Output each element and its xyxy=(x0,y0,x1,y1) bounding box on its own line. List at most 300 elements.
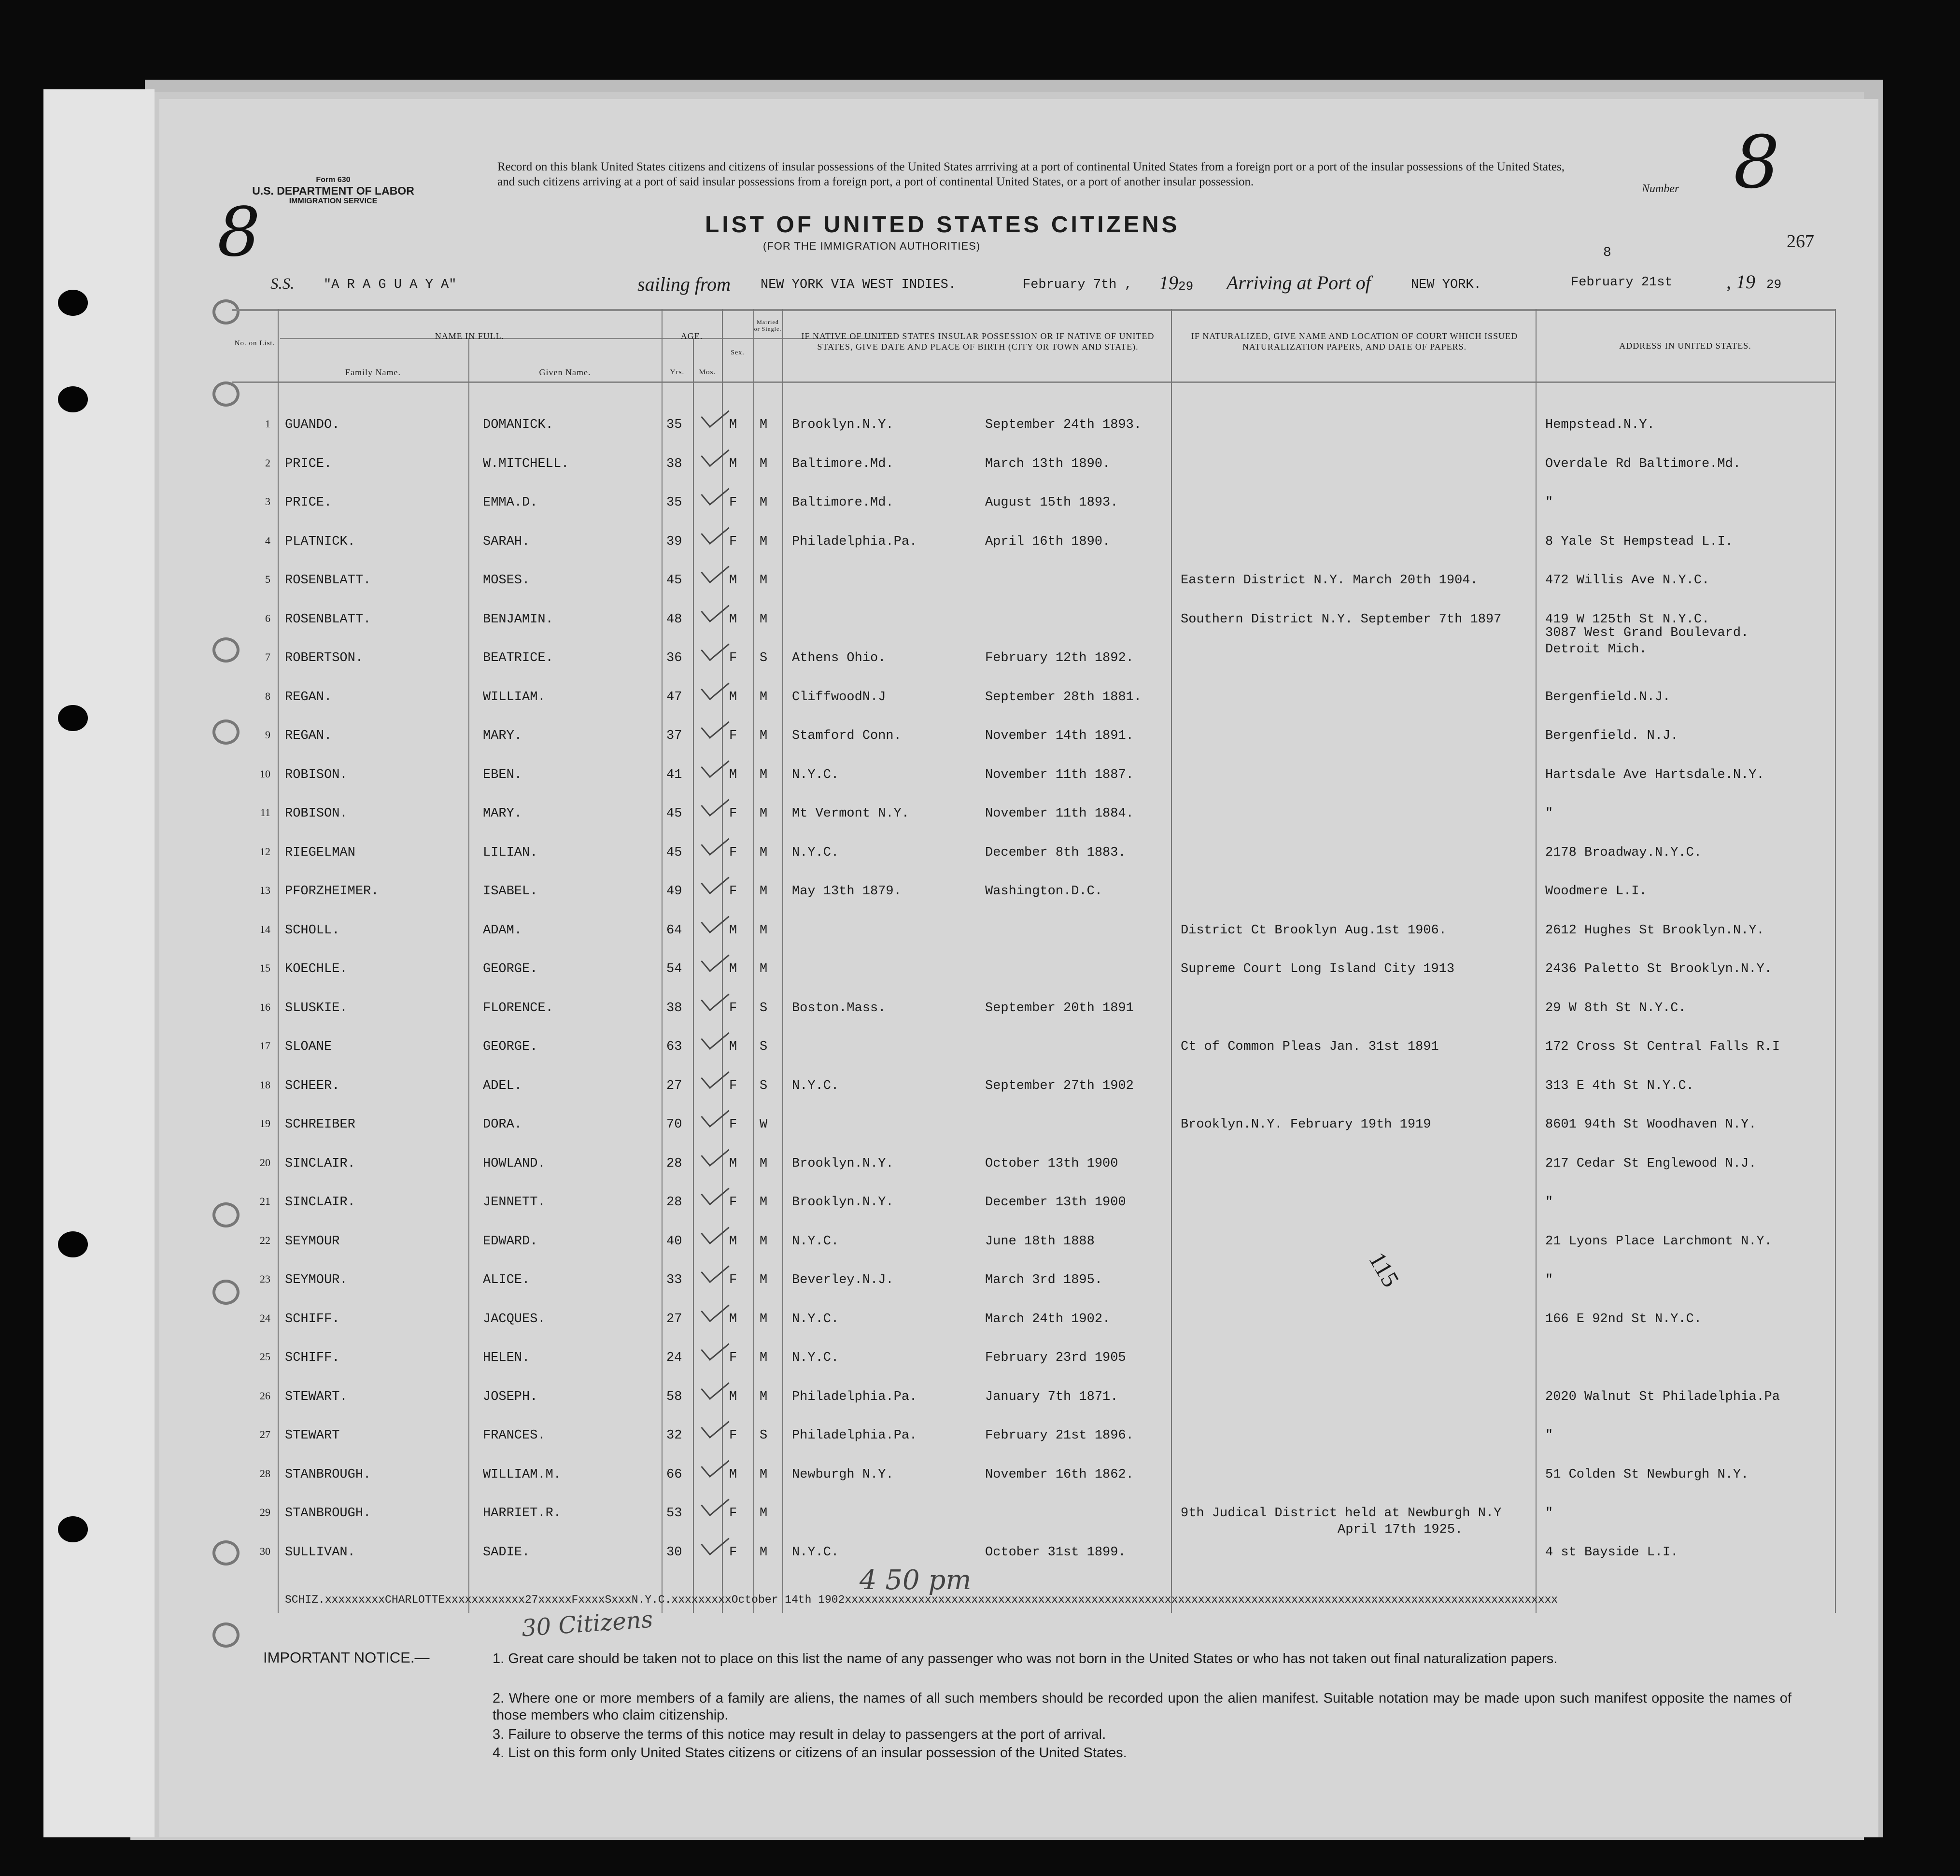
cell-addr: Detroit Mich. xyxy=(1545,642,1647,657)
cell-given: ISABEL. xyxy=(483,884,538,899)
table-row xyxy=(232,1157,1835,1195)
cell-ms: S xyxy=(760,1078,768,1093)
table-row xyxy=(232,806,1835,845)
cell-ms: W xyxy=(760,1117,768,1132)
cell-sex: F xyxy=(729,806,737,821)
cell-addr: 2436 Paletto St Brooklyn.N.Y. xyxy=(1545,962,1772,976)
cell-place: Mt Vermont N.Y. xyxy=(792,806,910,821)
cell-given: MARY. xyxy=(483,806,522,821)
cell-place: N.Y.C. xyxy=(792,1078,839,1093)
cell-place: Brooklyn.N.Y. xyxy=(792,1195,894,1210)
cell-family: SEYMOUR xyxy=(285,1234,340,1249)
table-row xyxy=(232,1234,1835,1273)
cell-nat-line2: April 17th 1925. xyxy=(1338,1523,1463,1537)
binding-hole xyxy=(58,386,88,412)
cell-no: 7 xyxy=(265,651,270,663)
col-header-mos: Mos. xyxy=(699,368,716,376)
cell-no: 20 xyxy=(260,1156,270,1169)
table-row xyxy=(232,1428,1835,1467)
cell-date: November 11th 1887. xyxy=(985,767,1134,782)
cell-given: GEORGE. xyxy=(483,962,538,976)
cell-age: 48 xyxy=(666,612,682,627)
cell-no: 21 xyxy=(260,1195,270,1207)
cell-age: 45 xyxy=(666,845,682,860)
cell-addr: " xyxy=(1545,1506,1553,1521)
cell-place: N.Y.C. xyxy=(792,845,839,860)
page-title: LIST OF UNITED STATES CITIZENS xyxy=(705,212,1180,238)
cell-sex: F xyxy=(729,1195,737,1210)
cell-no: 27 xyxy=(260,1428,270,1440)
table-row xyxy=(232,884,1835,923)
cell-addr: " xyxy=(1545,495,1553,510)
cell-place: N.Y.C. xyxy=(792,767,839,782)
cell-date: March 3rd 1895. xyxy=(985,1273,1103,1287)
cell-no: 14 xyxy=(260,923,270,935)
cell-family: PLATNICK. xyxy=(285,534,355,549)
cell-no: 19 xyxy=(260,1117,270,1129)
cell-ms: M xyxy=(760,456,768,471)
cell-place: N.Y.C. xyxy=(792,1234,839,1249)
notice-item: 2. Where one or more members of a family are aliens, the names of all such members should be recorded upon the alien manifest. Suitable notation may be made upon such manifest opposite the names of those members who claim citizenship. xyxy=(493,1691,1791,1723)
cell-no: 10 xyxy=(260,767,270,780)
col-header-married: Married or Single. xyxy=(754,319,782,332)
cell-ms: S xyxy=(760,1428,768,1443)
record-instruction: Record on this blank United States citizens and citizens of insular possessions of the United States arrriving at a port of continental United States from a foreign port or a port of the insular possessions of the United States, and such citizens arriving at a port of said insular possessions from a foreign port, a port of continental United States, or a port of another insular possession. xyxy=(497,160,1565,188)
cell-family: SCHEER. xyxy=(285,1078,340,1093)
cell-age: 41 xyxy=(666,767,682,782)
col-header-name: NAME IN FULL. xyxy=(435,331,505,341)
cell-age: 35 xyxy=(666,418,682,432)
cell-place: N.Y.C. xyxy=(792,1312,839,1326)
cell-place: CliffwoodN.J xyxy=(792,690,886,705)
cell-sex: M xyxy=(729,418,737,432)
table-row xyxy=(232,418,1835,456)
cell-place: Boston.Mass. xyxy=(792,1001,886,1016)
cell-sex: F xyxy=(729,651,737,665)
cell-addr: Hempstead.N.Y. xyxy=(1545,418,1655,432)
table-row xyxy=(232,846,1835,884)
cell-date: March 24th 1902. xyxy=(985,1312,1111,1326)
stamp-115: 115 xyxy=(1364,1247,1405,1292)
notice-item: 3. Failure to observe the terms of this notice may result in delay to passengers at the port of arrival. xyxy=(493,1727,1106,1742)
cell-place: Stamford Conn. xyxy=(792,729,902,743)
cell-sex: F xyxy=(729,1117,737,1132)
cell-given: JOSEPH. xyxy=(483,1389,538,1404)
cell-ms: M xyxy=(760,1312,768,1326)
cell-place: Baltimore.Md. xyxy=(792,456,894,471)
cell-addr: 4 st Bayside L.I. xyxy=(1545,1545,1678,1560)
cell-given: FRANCES. xyxy=(483,1428,546,1443)
cell-no: 6 xyxy=(265,612,270,624)
cell-age: 35 xyxy=(666,495,682,510)
cell-family: SEYMOUR. xyxy=(285,1273,348,1287)
binding-margin xyxy=(43,89,155,1837)
cell-addr: 2612 Hughes St Brooklyn.N.Y. xyxy=(1545,923,1764,938)
passenger-table xyxy=(232,309,1835,1613)
cell-ms: M xyxy=(760,962,768,976)
form-number: Form 630 xyxy=(316,176,351,184)
cell-given: FLORENCE. xyxy=(483,1001,553,1016)
cell-no: 24 xyxy=(260,1312,270,1324)
cell-no: 17 xyxy=(260,1040,270,1052)
cell-no: 28 xyxy=(260,1467,270,1480)
cell-age: 39 xyxy=(666,534,682,549)
table-row xyxy=(232,768,1835,806)
cell-date: March 13th 1890. xyxy=(985,456,1111,471)
cell-family: ROSENBLATT. xyxy=(285,573,371,588)
cell-nat: 9th Judical District held at Newburgh N.Y xyxy=(1181,1506,1502,1521)
cell-given: DORA. xyxy=(483,1117,522,1132)
cell-given: WILLIAM. xyxy=(483,690,546,705)
cell-sex: F xyxy=(729,1273,737,1287)
cell-sex: M xyxy=(729,573,737,588)
arriving-label: Arriving at Port of xyxy=(1227,272,1371,294)
cell-ms: M xyxy=(760,612,768,627)
cell-ms: S xyxy=(760,1040,768,1054)
cell-nat: Southern District N.Y. September 7th 1897 xyxy=(1181,612,1502,627)
cell-date: October 31st 1899. xyxy=(985,1545,1126,1560)
cell-addr: 8601 94th St Woodhaven N.Y. xyxy=(1545,1117,1757,1132)
cell-age: 53 xyxy=(666,1506,682,1521)
cell-date: September 24th 1893. xyxy=(985,418,1142,432)
cell-family: KOECHLE. xyxy=(285,962,348,976)
cell-age: 33 xyxy=(666,1273,682,1287)
cell-age: 38 xyxy=(666,1001,682,1016)
cell-family: PFORZHEIMER. xyxy=(285,884,379,899)
cell-age: 58 xyxy=(666,1389,682,1404)
cell-no: 2 xyxy=(265,456,270,469)
table-row xyxy=(232,1390,1835,1428)
cell-addr: 29 W 8th St N.Y.C. xyxy=(1545,1001,1686,1016)
cell-age: 49 xyxy=(666,884,682,899)
notice-item: 1. Great care should be taken not to place on this list the name of any passenger who was not born in the United States or who has not taken out final naturalization papers. xyxy=(493,1651,1558,1666)
cell-ms: M xyxy=(760,1273,768,1287)
table-row xyxy=(232,962,1835,1001)
sailing-date: February 7th , xyxy=(1023,278,1132,292)
table-row xyxy=(232,457,1835,495)
cell-date: February 23rd 1905 xyxy=(985,1351,1126,1365)
cell-sex: F xyxy=(729,1078,737,1093)
table-row xyxy=(232,1195,1835,1234)
cell-sex: M xyxy=(729,923,737,938)
cell-addr: 166 E 92nd St N.Y.C. xyxy=(1545,1312,1702,1326)
cell-nat: Supreme Court Long Island City 1913 xyxy=(1181,962,1455,976)
cell-ms: M xyxy=(760,923,768,938)
table-row xyxy=(232,729,1835,767)
cell-family: RIEGELMAN xyxy=(285,845,355,860)
cell-addr: 472 Willis Ave N.Y.C. xyxy=(1545,573,1710,588)
cell-given: JACQUES. xyxy=(483,1312,546,1326)
cell-given: MOSES. xyxy=(483,573,530,588)
handwritten-time-note: 4 50 pm xyxy=(860,1565,972,1596)
table-row xyxy=(232,1040,1835,1078)
cell-place: Newburgh N.Y. xyxy=(792,1467,894,1482)
cell-sex: M xyxy=(729,1467,737,1482)
cell-nat: Ct of Common Pleas Jan. 31st 1891 xyxy=(1181,1040,1439,1054)
cell-given: HOWLAND. xyxy=(483,1156,546,1171)
cell-sex: F xyxy=(729,1351,737,1365)
cell-place: May 13th 1879. xyxy=(792,884,902,899)
cell-ms: M xyxy=(760,1389,768,1404)
cell-age: 28 xyxy=(666,1195,682,1210)
cell-family: SINCLAIR. xyxy=(285,1156,355,1171)
struck-out-row: SCHIZ.xxxxxxxxxCHARLOTTExxxxxxxxxxxx27xxxxxFxxxxSxxxN.Y.C.xxxxxxxxxOctober 14th 1902xxxxxxxxxxxxxxxxxxxxxxxxxxxxxxxxxxxxxxxxxxxxxxxxxxxxxxxxxxxxxxxxxxxxxxxxxxxxxxxxxxxxxxxxxxxxxxxxxxxxxxxxxxx xyxy=(285,1594,1558,1606)
left-handwritten-number: 8 xyxy=(217,193,261,272)
cell-family: SULLIVAN. xyxy=(285,1545,355,1560)
cell-no: 1 xyxy=(265,418,270,430)
cell-place: Brooklyn.N.Y. xyxy=(792,1156,894,1171)
cell-place: N.Y.C. xyxy=(792,1545,839,1560)
cell-no: 29 xyxy=(260,1506,270,1518)
cell-date: February 21st 1896. xyxy=(985,1428,1134,1443)
cell-family: SLUSKIE. xyxy=(285,1001,348,1016)
cell-family: PRICE. xyxy=(285,456,332,471)
sailing-year-prefix: 19 xyxy=(1159,272,1178,294)
binding-hole xyxy=(58,290,88,316)
cell-age: 38 xyxy=(666,456,682,471)
cell-family: ROSENBLATT. xyxy=(285,612,371,627)
cell-date: November 16th 1862. xyxy=(985,1467,1134,1482)
cell-given: BEATRICE. xyxy=(483,651,553,665)
cell-no: 30 xyxy=(260,1545,270,1557)
cell-ms: M xyxy=(760,806,768,821)
cell-family: STANBROUGH. xyxy=(285,1467,371,1482)
cell-date: October 13th 1900 xyxy=(985,1156,1118,1171)
cell-sex: M xyxy=(729,690,737,705)
cell-sex: F xyxy=(729,495,737,510)
binding-hole xyxy=(58,1231,88,1257)
cell-age: 63 xyxy=(666,1040,682,1054)
cell-addr: " xyxy=(1545,806,1553,821)
cell-family: SCHREIBER xyxy=(285,1117,355,1132)
cell-addr: 217 Cedar St Englewood N.J. xyxy=(1545,1156,1757,1171)
page-mark: 8 xyxy=(1603,245,1611,260)
cell-given: MARY. xyxy=(483,729,522,743)
cell-age: 27 xyxy=(666,1078,682,1093)
cell-family: REGAN. xyxy=(285,690,332,705)
cell-sex: F xyxy=(729,845,737,860)
cell-family: STEWART xyxy=(285,1428,340,1443)
cell-no: 26 xyxy=(260,1389,270,1402)
cell-family: STANBROUGH. xyxy=(285,1506,371,1521)
cell-sex: F xyxy=(729,534,737,549)
cell-place: Philadelphia.Pa. xyxy=(792,1389,917,1404)
cell-date: February 12th 1892. xyxy=(985,651,1134,665)
cell-ms: M xyxy=(760,1506,768,1521)
cell-age: 24 xyxy=(666,1351,682,1365)
cell-given: EMMA.D. xyxy=(483,495,538,510)
cell-family: SCHIFF. xyxy=(285,1351,340,1365)
cell-family: STEWART. xyxy=(285,1389,348,1404)
cell-age: 47 xyxy=(666,690,682,705)
cell-ms: M xyxy=(760,534,768,549)
cell-given: WILLIAM.M. xyxy=(483,1467,562,1482)
arrival-date: February 21st xyxy=(1571,275,1673,290)
col-header-given: Given Name. xyxy=(539,367,591,377)
form-header xyxy=(232,175,435,207)
cell-age: 45 xyxy=(666,806,682,821)
cell-age: 37 xyxy=(666,729,682,743)
cell-family: SCHOLL. xyxy=(285,923,340,938)
cell-sex: F xyxy=(729,1506,737,1521)
notice-heading-text: IMPORTANT NOTICE.— xyxy=(263,1649,430,1666)
cell-age: 45 xyxy=(666,573,682,588)
cell-no: 8 xyxy=(265,690,270,702)
cell-family: SLOANE xyxy=(285,1040,332,1054)
cell-family: SINCLAIR. xyxy=(285,1195,355,1210)
arrival-port: NEW YORK. xyxy=(1411,278,1481,292)
ship-name: "A R A G U A Y A" xyxy=(324,278,457,292)
cell-ms: S xyxy=(760,651,768,665)
col-header-yrs: Yrs. xyxy=(670,368,685,376)
cell-age: 70 xyxy=(666,1117,682,1132)
cell-ms: M xyxy=(760,1545,768,1560)
cell-sex: M xyxy=(729,612,737,627)
cell-given: SADIE. xyxy=(483,1545,530,1560)
cell-ms: M xyxy=(760,1467,768,1482)
cell-given: HELEN. xyxy=(483,1351,530,1365)
table-row xyxy=(232,626,1835,690)
cell-no: 9 xyxy=(265,729,270,741)
cell-addr: " xyxy=(1545,1273,1553,1287)
col-header-address: ADDRESS IN UNITED STATES. xyxy=(1619,341,1751,351)
handwritten-count-note: 30 Citizens xyxy=(521,1606,654,1642)
col-header-native: IF NATIVE OF UNITED STATES INSULAR POSSESSION OR IF NATIVE OF UNITED STATES, GIVE DATE AND PLACE OF BIRTH (CITY OR TOWN AND STATE). xyxy=(801,331,1155,352)
table-row xyxy=(232,1506,1835,1545)
cell-place: Baltimore.Md. xyxy=(792,495,894,510)
cell-given: ADEL. xyxy=(483,1078,522,1093)
cell-ms: M xyxy=(760,845,768,860)
cell-sex: F xyxy=(729,729,737,743)
cell-date: August 15th 1893. xyxy=(985,495,1118,510)
col-header-sex: Sex. xyxy=(731,349,745,356)
cell-age: 27 xyxy=(666,1312,682,1326)
cell-sex: F xyxy=(729,1545,737,1560)
sailing-year: 29 xyxy=(1178,279,1194,294)
cell-given: ADAM. xyxy=(483,923,522,938)
col-header-family: Family Name. xyxy=(345,367,401,377)
cell-ms: M xyxy=(760,1351,768,1365)
cell-family: SCHIFF. xyxy=(285,1312,340,1326)
cell-family: ROBERTSON. xyxy=(285,651,364,665)
cell-date: September 28th 1881. xyxy=(985,690,1142,705)
cell-given: EBEN. xyxy=(483,767,522,782)
cell-family: ROBISON. xyxy=(285,806,348,821)
cell-no: 4 xyxy=(265,534,270,547)
cell-given: LILIAN. xyxy=(483,845,538,860)
stamp-number: 267 xyxy=(1787,231,1814,252)
number-value: 8 xyxy=(1734,121,1780,205)
cell-addr: 2178 Broadway.N.Y.C. xyxy=(1545,845,1702,860)
cell-no: 12 xyxy=(260,845,270,858)
cell-age: 36 xyxy=(666,651,682,665)
cell-date: September 27th 1902 xyxy=(985,1078,1134,1093)
cell-given: BENJAMIN. xyxy=(483,612,553,627)
cell-no: 23 xyxy=(260,1273,270,1285)
cell-ms: M xyxy=(760,767,768,782)
cell-given: ALICE. xyxy=(483,1273,530,1287)
table-row xyxy=(232,1079,1835,1117)
cell-ms: S xyxy=(760,1001,768,1016)
cell-sex: M xyxy=(729,1389,737,1404)
cell-given: HARRIET.R. xyxy=(483,1506,562,1521)
cell-place: Beverley.N.J. xyxy=(792,1273,894,1287)
table-row xyxy=(232,1117,1835,1156)
cell-sex: M xyxy=(729,962,737,976)
cell-addr: 21 Lyons Place Larchmont N.Y. xyxy=(1545,1234,1772,1249)
binding-hole xyxy=(58,1516,88,1542)
col-header-naturalized: IF NATURALIZED, GIVE NAME AND LOCATION OF COURT WHICH ISSUED NATURALIZATION PAPERS, AND DATE OF PAPERS. xyxy=(1191,331,1518,352)
cell-ms: M xyxy=(760,418,768,432)
punch-ring xyxy=(212,1622,240,1648)
cell-addr: Overdale Rd Baltimore.Md. xyxy=(1545,456,1741,471)
cell-sex: M xyxy=(729,1312,737,1326)
cell-no: 22 xyxy=(260,1234,270,1246)
cell-ms: M xyxy=(760,690,768,705)
cell-ms: M xyxy=(760,884,768,899)
cell-sex: M xyxy=(729,1156,737,1171)
cell-date: September 20th 1891 xyxy=(985,1001,1134,1016)
page-subtitle: (FOR THE IMMIGRATION AUTHORITIES) xyxy=(763,240,981,252)
cell-ms: M xyxy=(760,1234,768,1249)
cell-place: Philadelphia.Pa. xyxy=(792,534,917,549)
check-mark-icon xyxy=(701,401,729,428)
cell-sex: M xyxy=(729,1234,737,1249)
cell-age: 32 xyxy=(666,1428,682,1443)
table-row xyxy=(232,1312,1835,1351)
cell-addr: Woodmere L.I. xyxy=(1545,884,1647,899)
cell-place: Philadelphia.Pa. xyxy=(792,1428,917,1443)
sailing-from: NEW YORK VIA WEST INDIES. xyxy=(761,278,957,292)
cell-date: June 18th 1888 xyxy=(985,1234,1095,1249)
cell-sex: F xyxy=(729,1428,737,1443)
cell-addr: 172 Cross St Central Falls R.I xyxy=(1545,1040,1780,1054)
table-row xyxy=(232,535,1835,573)
cell-ms: M xyxy=(760,495,768,510)
table-top-rule xyxy=(232,309,1835,311)
cell-given: EDWARD. xyxy=(483,1234,538,1249)
cell-date: Washington.D.C. xyxy=(985,884,1103,899)
table-row xyxy=(232,690,1835,729)
arrival-year-prefix: , 19 xyxy=(1726,271,1755,293)
cell-family: GUANDO. xyxy=(285,418,340,432)
cell-addr: 313 E 4th St N.Y.C. xyxy=(1545,1078,1694,1093)
table-row xyxy=(232,1351,1835,1389)
cell-date: November 11th 1884. xyxy=(985,806,1134,821)
cell-ms: M xyxy=(760,1156,768,1171)
cell-date: December 13th 1900 xyxy=(985,1195,1126,1210)
cell-no: 15 xyxy=(260,962,270,974)
cell-sex: M xyxy=(729,767,737,782)
cell-sex: F xyxy=(729,884,737,899)
table-row xyxy=(232,495,1835,534)
cell-no: 11 xyxy=(260,806,270,818)
cell-addr: Bergenfield. N.J. xyxy=(1545,729,1678,743)
number-label: Number xyxy=(1642,183,1679,195)
cell-no: 16 xyxy=(260,1001,270,1013)
cell-given: GEORGE. xyxy=(483,1040,538,1054)
cell-place: Athens Ohio. xyxy=(792,651,886,665)
department-name: U.S. DEPARTMENT OF LABOR xyxy=(252,184,414,197)
cell-age: 54 xyxy=(666,962,682,976)
cell-addr: 2020 Walnut St Philadelphia.Pa xyxy=(1545,1389,1780,1404)
cell-given: W.MITCHELL. xyxy=(483,456,569,471)
arrival-year: 29 xyxy=(1766,277,1782,292)
table-row xyxy=(232,573,1835,612)
binding-hole xyxy=(58,705,88,731)
cell-addr-line1: 3087 West Grand Boulevard. xyxy=(1545,626,1749,640)
cell-date: January 7th 1871. xyxy=(985,1389,1118,1404)
